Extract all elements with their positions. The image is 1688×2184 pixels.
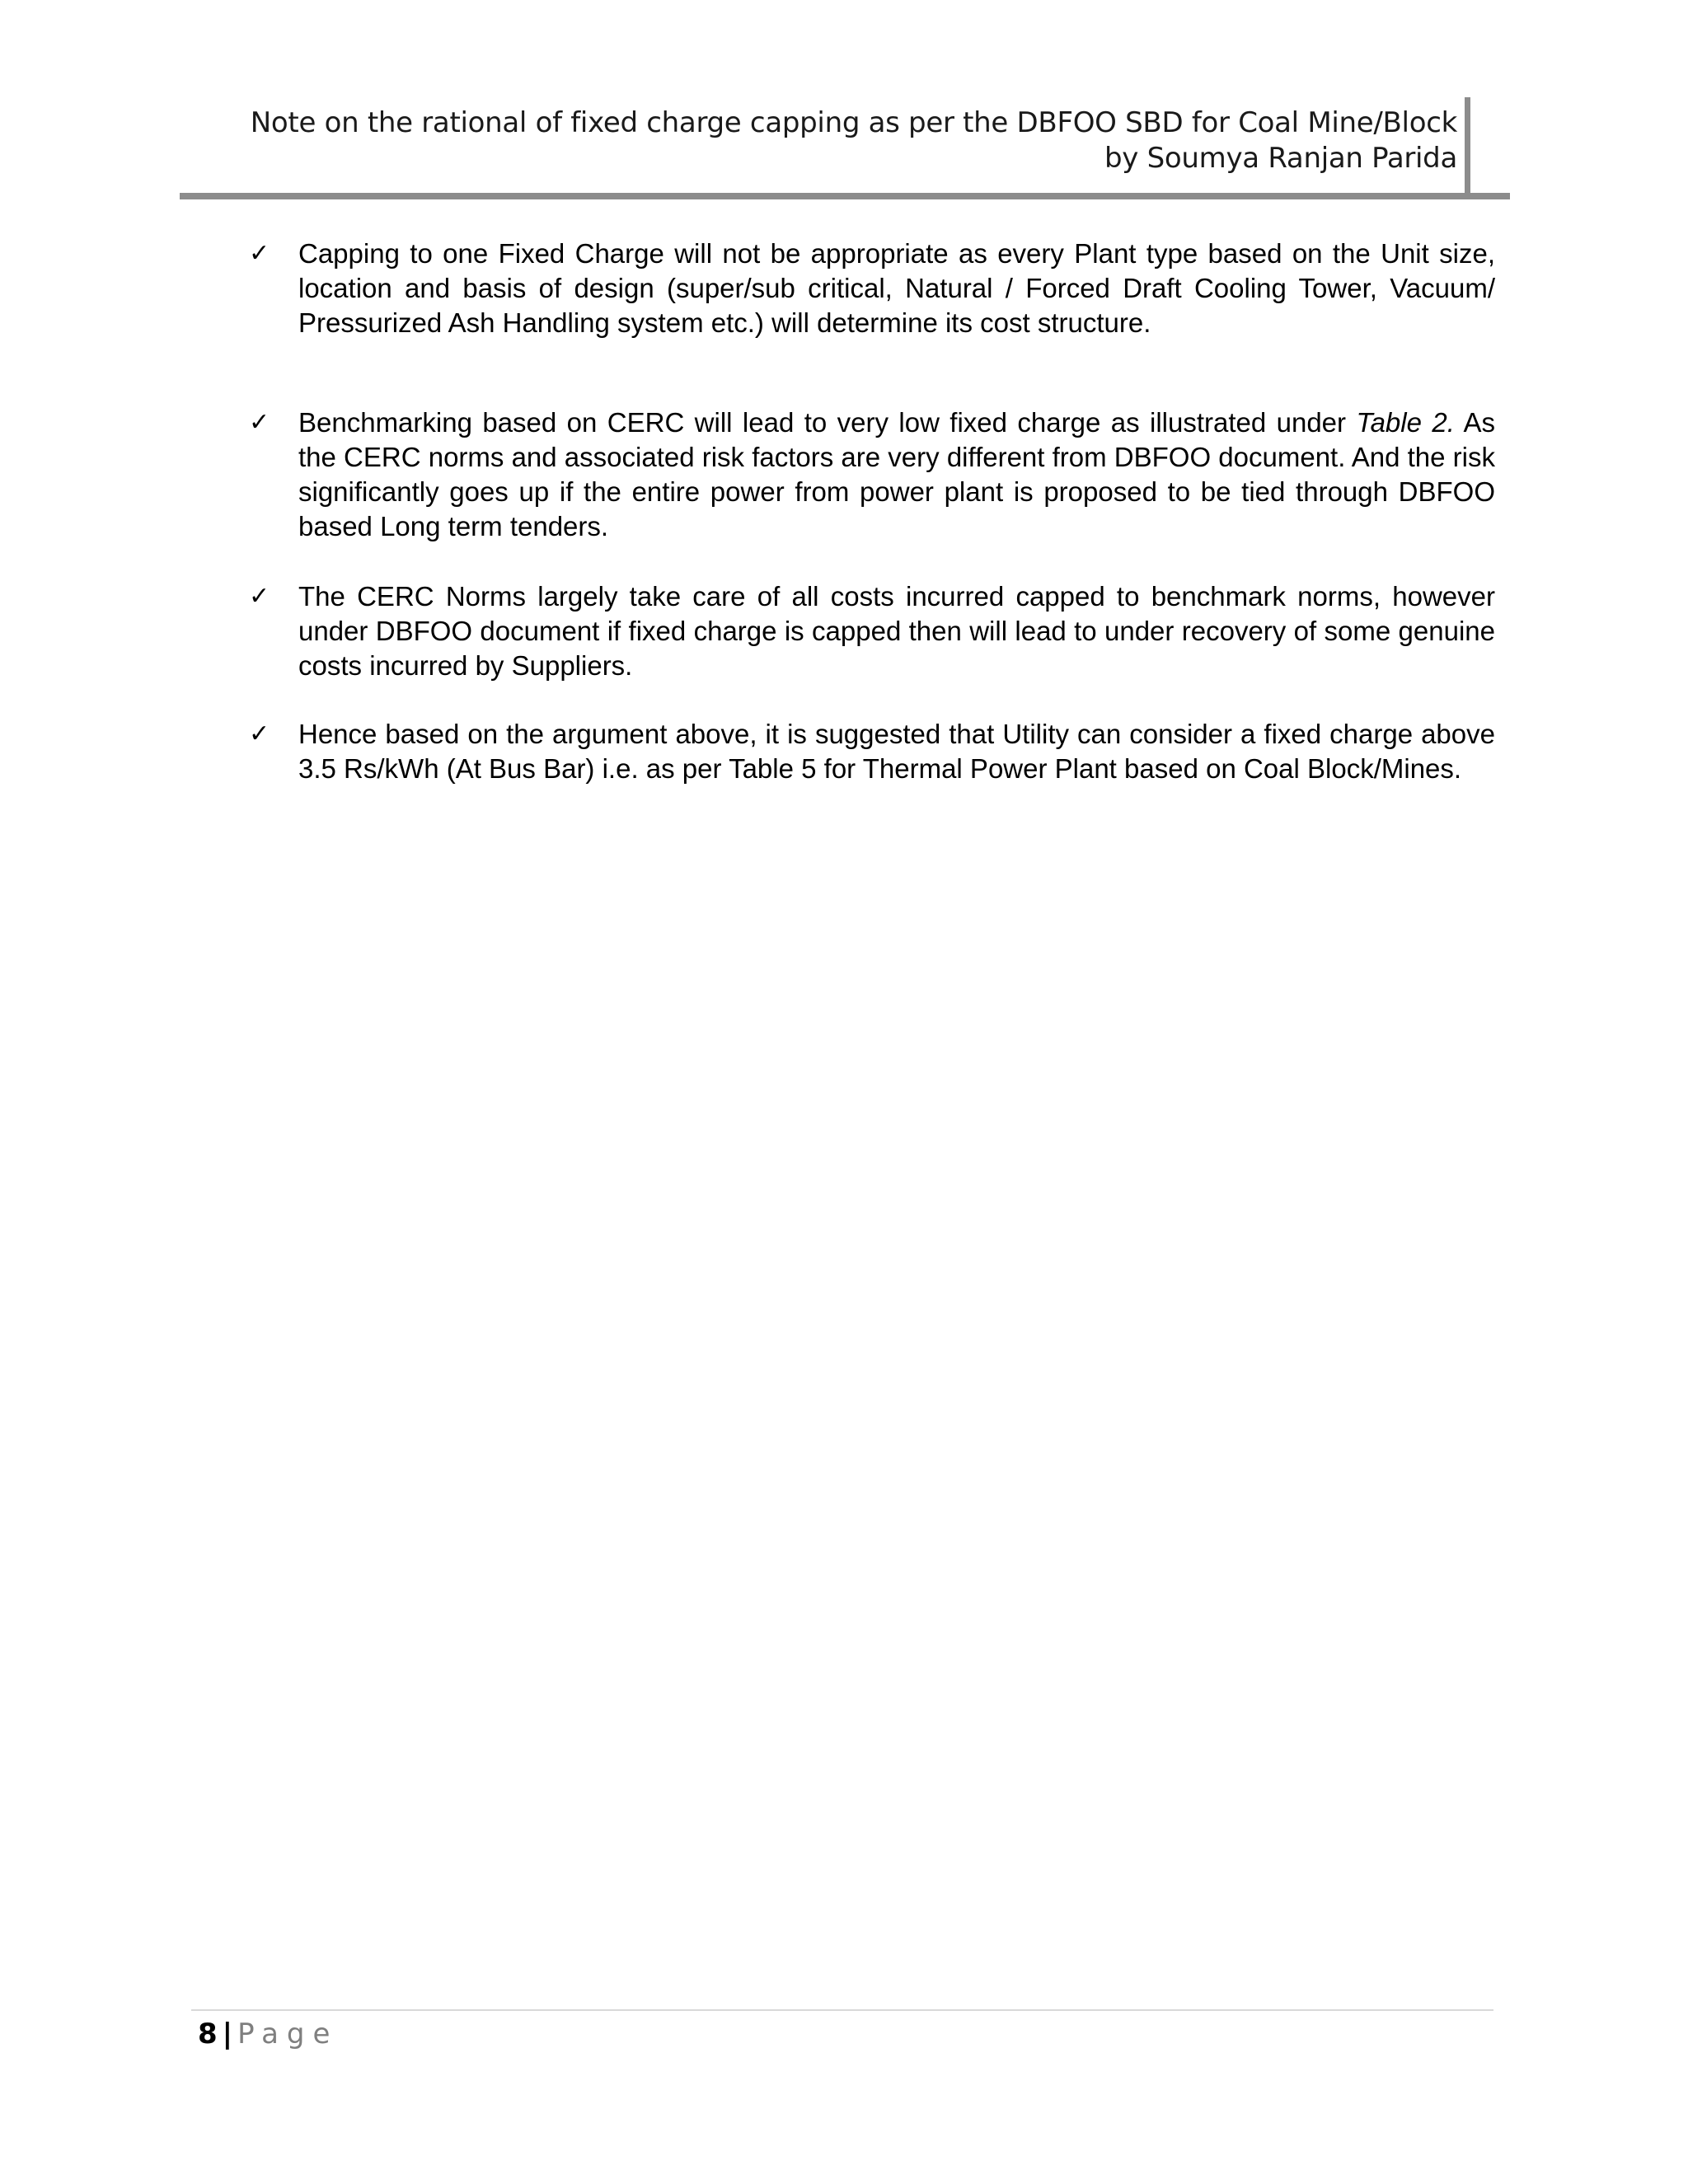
page-footer xyxy=(198,2016,338,2052)
header-vertical-rule xyxy=(1465,97,1470,195)
header-author-line: by Soumya Ranjan Parida xyxy=(1104,142,1457,175)
bullet-text: Capping to one Fixed Charge will not be appropriate as every Plant type based on the Unit size, location and basis of design (super/sub critical, Natural / Forced Draft Cooling Tower, Vacuum/ Pressurized Ash Handling system etc.) will determine its cost structure. xyxy=(298,238,1495,338)
check-mark-icon: ✓ xyxy=(249,582,270,611)
bullet-text: The CERC Norms largely take care of all costs incurred capped to benchmark norms, however under DBFOO document if fixed charge is capped then will lead to under recovery of some genuine costs incurred by Suppliers. xyxy=(298,581,1495,681)
table-reference: Table 2. xyxy=(1356,407,1455,438)
page-number: 8 xyxy=(198,2018,218,2050)
footer-separator: | xyxy=(222,2018,233,2050)
bullet-text-part: As the CERC norms and associated risk factors are very different from DBFOO document. And the risk significantly goes up if the entire power from power plant is proposed to be tied through DBFOO based Long term tenders. xyxy=(298,407,1495,541)
check-mark-icon: ✓ xyxy=(249,408,270,437)
bullet-text xyxy=(298,405,1495,544)
header-horizontal-rule xyxy=(180,193,1510,199)
check-mark-icon: ✓ xyxy=(249,719,270,748)
page-label: Page xyxy=(237,2018,339,2050)
footer-rule xyxy=(191,2009,1493,2011)
bullet-text: Hence based on the argument above, it is suggested that Utility can consider a fixed charge above 3.5 Rs/kWh (At Bus Bar) i.e. as per Table 5 for Thermal Power Plant based on Coal Block/Mines. xyxy=(298,719,1495,784)
page-header xyxy=(251,105,1457,176)
bullet-text-part: Benchmarking based on CERC will lead to very low fixed charge as illustrated under xyxy=(298,407,1357,438)
check-mark-icon: ✓ xyxy=(249,239,270,268)
header-title-line: Note on the rational of fixed charge capping as per the DBFOO SBD for Coal Mine/Block xyxy=(250,106,1457,139)
